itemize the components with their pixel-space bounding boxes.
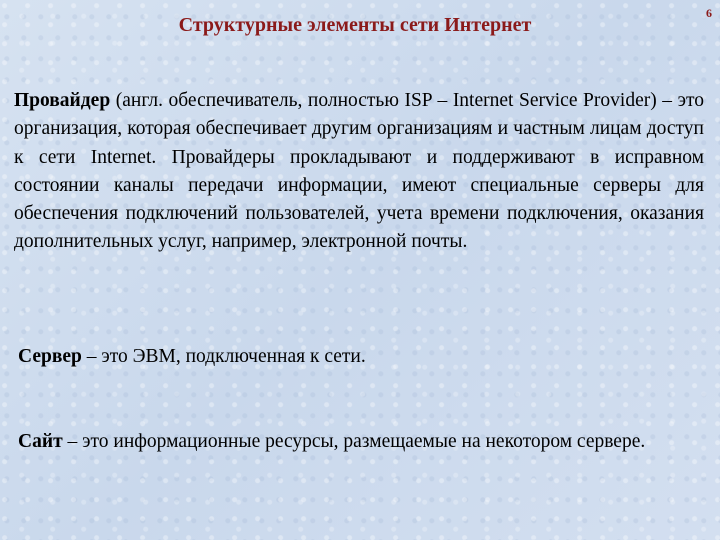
term-provider: Провайдер (14, 90, 111, 111)
paragraph-site (18, 428, 708, 456)
definition-provider: (англ. обеспечиватель, полностью ISP – Internet Service Provider) – это организация, которая обеспечивает другим организациям и частным лицам доступ к сети Internet. Провайдеры прокладывают и поддерживают в исправном состоянии каналы передачи информации, имеют специальные серверы для обеспечения подключений пользователей, учета времени подключения, оказания дополнительных услуг, например, электронной почты. (14, 90, 704, 253)
definition-server: – это ЭВМ, подключенная к сети. (81, 346, 366, 367)
slide-title (0, 14, 720, 37)
definition-site: – это информационные ресурсы, размещаемые на некотором сервере. (62, 431, 646, 452)
page-number: 6 (706, 6, 712, 20)
paragraph-server (18, 343, 708, 371)
slide-title-text: Структурные элементы сети Интернет (178, 14, 532, 36)
term-server: Сервер (18, 346, 82, 367)
term-site: Сайт (18, 431, 63, 452)
paragraph-provider (14, 87, 704, 257)
